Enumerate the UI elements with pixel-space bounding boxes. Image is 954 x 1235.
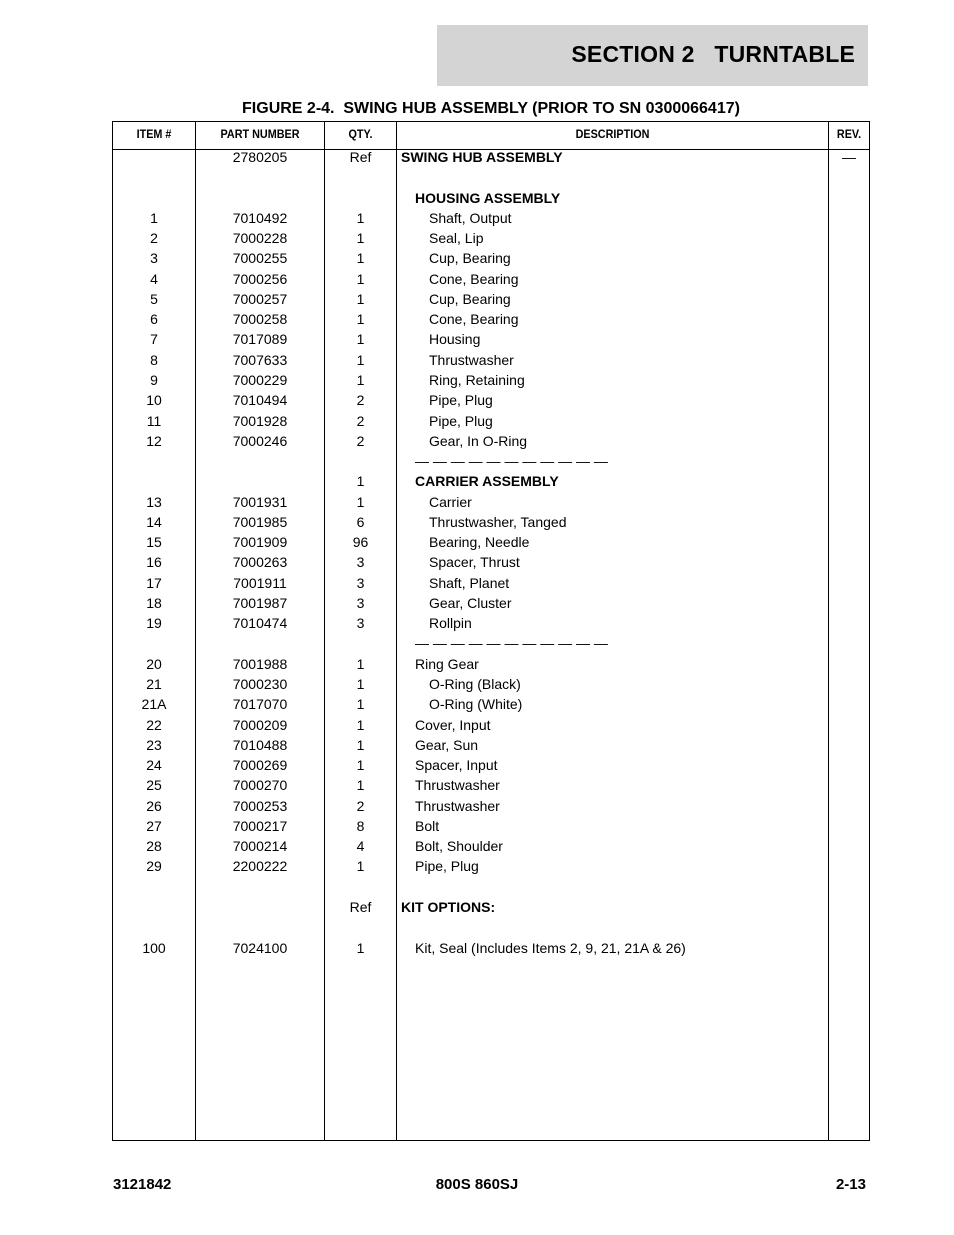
- item-cell: 8: [150, 351, 158, 368]
- part-number-cell: 7001988: [232, 655, 288, 672]
- item-cell: 17: [146, 574, 162, 591]
- rev-cell: —: [842, 149, 856, 165]
- part-number-cell: 7001909: [232, 534, 288, 551]
- item-cell: 24: [146, 757, 162, 774]
- part-number-cell: 7000253: [232, 797, 288, 814]
- item-cell: 100: [142, 939, 166, 956]
- table-row: [113, 613, 869, 633]
- description-cell: Gear, Cluster: [429, 594, 512, 611]
- item-cell: 14: [146, 513, 162, 530]
- qty-cell: 1: [356, 250, 365, 267]
- description-cell: KIT OPTIONS:: [401, 898, 496, 915]
- part-number-cell: 7000263: [232, 554, 288, 571]
- qty-cell: 4: [356, 838, 365, 855]
- part-number-cell: 2780205: [232, 149, 288, 165]
- description-cell: Ring, Retaining: [429, 371, 525, 388]
- part-number-cell: 7001987: [232, 594, 288, 611]
- table-row: [113, 309, 869, 329]
- table-row: [113, 816, 869, 836]
- qty-cell: 1: [356, 757, 365, 774]
- description-cell: Housing: [429, 331, 481, 348]
- part-number-cell: 7024100: [232, 939, 288, 956]
- table-row: [113, 492, 869, 512]
- description-cell: Thrustwasher, Tanged: [429, 513, 567, 530]
- description-cell: HOUSING ASSEMBLY: [415, 189, 561, 206]
- qty-cell: 1: [356, 270, 365, 287]
- table-row: [113, 856, 869, 876]
- description-cell: Spacer, Input: [415, 757, 498, 774]
- description-cell: O-Ring (Black): [429, 676, 521, 693]
- item-cell: 4: [150, 270, 158, 287]
- table-row: [113, 654, 869, 674]
- part-number-cell: 7000258: [232, 311, 288, 328]
- part-number-cell: 7000270: [232, 777, 288, 794]
- qty-cell: 1: [356, 676, 365, 693]
- table-row: [113, 938, 869, 958]
- footer-model: 800S 860SJ: [435, 1176, 519, 1193]
- description-cell: Pipe, Plug: [429, 412, 493, 429]
- footer-page-number: 2-13: [835, 1176, 866, 1193]
- item-cell: 28: [146, 838, 162, 855]
- description-cell: Gear, Sun: [415, 736, 479, 753]
- qty-cell: Ref: [349, 898, 372, 915]
- item-cell: 3: [150, 250, 158, 267]
- qty-cell: 1: [356, 777, 365, 794]
- description-cell: Thrustwasher: [415, 797, 500, 814]
- table-row: [113, 289, 869, 309]
- part-number-cell: 7017070: [232, 696, 288, 713]
- item-cell: 13: [146, 493, 162, 510]
- item-cell: 9: [150, 371, 158, 388]
- description-cell: Cup, Bearing: [429, 250, 511, 267]
- description-cell: Bearing, Needle: [429, 534, 530, 551]
- part-number-cell: 7007633: [232, 351, 288, 368]
- section-header-box: [437, 25, 868, 86]
- part-number-cell: 7000230: [232, 676, 288, 693]
- item-cell: 15: [146, 534, 162, 551]
- table-row: [113, 674, 869, 694]
- part-number-cell: 7001911: [233, 574, 287, 591]
- description-cell: Kit, Seal (Includes Items 2, 9, 21, 21A & 26): [415, 939, 686, 956]
- description-cell: Shaft, Output: [429, 209, 512, 226]
- part-number-cell: 7001928: [232, 412, 288, 429]
- table-row: [113, 147, 869, 167]
- description-cell: Gear, In O-Ring: [429, 432, 528, 449]
- description-cell: Cup, Bearing: [429, 290, 511, 307]
- item-cell: 26: [146, 797, 162, 814]
- part-number-cell: 7000255: [232, 250, 288, 267]
- qty-cell: 1: [356, 209, 365, 226]
- part-number-cell: 7017089: [232, 331, 288, 348]
- qty-cell: 1: [356, 493, 365, 510]
- item-cell: 5: [150, 290, 158, 307]
- section-title: SECTION 2 TURNTABLE: [571, 41, 855, 67]
- table-row: [113, 775, 869, 795]
- qty-cell: 3: [356, 574, 365, 591]
- qty-cell: 1: [356, 371, 365, 388]
- part-number-cell: 7000229: [232, 371, 288, 388]
- item-cell: 20: [146, 655, 162, 672]
- table-row: [113, 512, 869, 532]
- table-row: [113, 796, 869, 816]
- description-cell: Rollpin: [429, 615, 472, 632]
- item-cell: 16: [146, 554, 162, 571]
- description-cell: Bolt, Shoulder: [415, 838, 503, 855]
- description-cell: Thrustwasher: [429, 351, 514, 368]
- description-cell: Carrier: [429, 493, 472, 510]
- item-cell: 22: [146, 716, 162, 733]
- table-row: [113, 370, 869, 390]
- table-row: [113, 836, 869, 856]
- item-cell: 2: [150, 230, 158, 247]
- table-row: [113, 269, 869, 289]
- table-row: [113, 390, 869, 410]
- table-row: [113, 755, 869, 775]
- figure-title: FIGURE 2-4. SWING HUB ASSEMBLY (PRIOR TO SN 0300066417): [242, 100, 740, 117]
- qty-cell: 1: [356, 230, 365, 247]
- qty-cell: Ref: [349, 149, 372, 165]
- table-row: [113, 552, 869, 572]
- qty-cell: 2: [356, 392, 365, 409]
- qty-cell: 3: [356, 615, 365, 632]
- table-row: [113, 715, 869, 735]
- description-cell: Cone, Bearing: [429, 270, 519, 287]
- item-cell: 6: [150, 311, 158, 328]
- part-number-cell: 7000217: [232, 817, 288, 834]
- qty-cell: 1: [356, 858, 365, 875]
- table-row: [113, 431, 869, 451]
- qty-cell: 1: [356, 939, 365, 956]
- description-cell: — — — — — — — — — — —: [415, 635, 608, 652]
- part-number-cell: 7001985: [232, 513, 288, 530]
- description-cell: O-Ring (White): [429, 696, 523, 713]
- table-row: [113, 167, 869, 187]
- column-header-description: DESCRIPTION: [575, 127, 650, 141]
- part-number-cell: 7000256: [232, 270, 288, 287]
- qty-cell: 3: [356, 554, 365, 571]
- table-row: [113, 188, 869, 208]
- part-number-cell: 7000214: [232, 838, 288, 855]
- item-cell: 7: [150, 331, 158, 348]
- description-cell: Cone, Bearing: [429, 311, 519, 328]
- qty-cell: 2: [356, 412, 365, 429]
- part-number-cell: 2200222: [232, 858, 288, 875]
- qty-cell: 6: [356, 513, 365, 530]
- table-row: [113, 897, 869, 917]
- description-cell: Shaft, Planet: [429, 574, 510, 591]
- part-number-cell: 7000228: [232, 230, 288, 247]
- item-cell: 19: [146, 615, 162, 632]
- part-number-cell: 7010474: [232, 615, 288, 632]
- description-cell: Seal, Lip: [429, 230, 484, 247]
- item-cell: 12: [146, 432, 162, 449]
- table-row: [113, 411, 869, 431]
- column-header-part-number: PART NUMBER: [220, 127, 300, 141]
- item-cell: 29: [146, 858, 162, 875]
- part-number-cell: 7000246: [232, 432, 288, 449]
- description-cell: Thrustwasher: [415, 777, 500, 794]
- table-row: [113, 694, 869, 714]
- table-row: [113, 248, 869, 268]
- description-cell: Bolt: [415, 817, 440, 834]
- item-cell: 25: [146, 777, 162, 794]
- item-cell: 27: [146, 817, 162, 834]
- part-number-cell: 7010492: [232, 209, 288, 226]
- description-cell: — — — — — — — — — — —: [415, 453, 608, 470]
- table-row: [113, 593, 869, 613]
- description-cell: Pipe, Plug: [415, 858, 479, 875]
- item-cell: 21A: [141, 696, 167, 713]
- qty-cell: 2: [356, 797, 365, 814]
- item-cell: 23: [146, 736, 162, 753]
- table-row: [113, 208, 869, 228]
- qty-cell: 1: [356, 311, 365, 328]
- qty-cell: 1: [356, 696, 365, 713]
- item-cell: 11: [146, 412, 162, 429]
- description-cell: Pipe, Plug: [429, 392, 493, 409]
- table-row: [113, 471, 869, 491]
- parts-table: [112, 121, 870, 1141]
- qty-cell: 2: [356, 432, 365, 449]
- table-row: [113, 451, 869, 471]
- column-header-qty: QTY.: [348, 127, 373, 141]
- qty-cell: 1: [356, 290, 365, 307]
- table-row: [113, 228, 869, 248]
- table-row: [113, 573, 869, 593]
- part-number-cell: 7001931: [232, 493, 288, 510]
- qty-cell: 1: [356, 655, 365, 672]
- table-row: [113, 350, 869, 370]
- description-cell: Cover, Input: [415, 716, 491, 733]
- qty-cell: 1: [356, 331, 365, 348]
- qty-cell: 1: [356, 473, 365, 490]
- item-cell: 18: [146, 594, 162, 611]
- column-header-rev: REV.: [836, 127, 862, 141]
- part-number-cell: 7000209: [232, 716, 288, 733]
- item-cell: 21: [146, 676, 162, 693]
- description-cell: SWING HUB ASSEMBLY: [401, 149, 563, 165]
- qty-cell: 8: [356, 817, 365, 834]
- qty-cell: 1: [356, 736, 365, 753]
- item-cell: 10: [146, 392, 162, 409]
- part-number-cell: 7010494: [232, 392, 288, 409]
- column-header-item: ITEM #: [136, 127, 172, 141]
- qty-cell: 1: [356, 351, 365, 368]
- item-cell: 1: [150, 209, 158, 226]
- part-number-cell: 7000257: [232, 290, 288, 307]
- table-row: [113, 735, 869, 755]
- table-row: [113, 877, 869, 897]
- qty-cell: 1: [356, 716, 365, 733]
- table-row: [113, 532, 869, 552]
- part-number-cell: 7010488: [232, 736, 288, 753]
- table-row: [113, 633, 869, 653]
- table-row: [113, 329, 869, 349]
- description-cell: Ring Gear: [415, 655, 479, 672]
- description-cell: CARRIER ASSEMBLY: [415, 473, 559, 490]
- qty-cell: 96: [352, 534, 369, 551]
- table-row: [113, 917, 869, 937]
- description-cell: Spacer, Thrust: [429, 554, 520, 571]
- part-number-cell: 7000269: [232, 757, 288, 774]
- footer-document-number: 3121842: [113, 1176, 172, 1193]
- qty-cell: 3: [356, 594, 365, 611]
